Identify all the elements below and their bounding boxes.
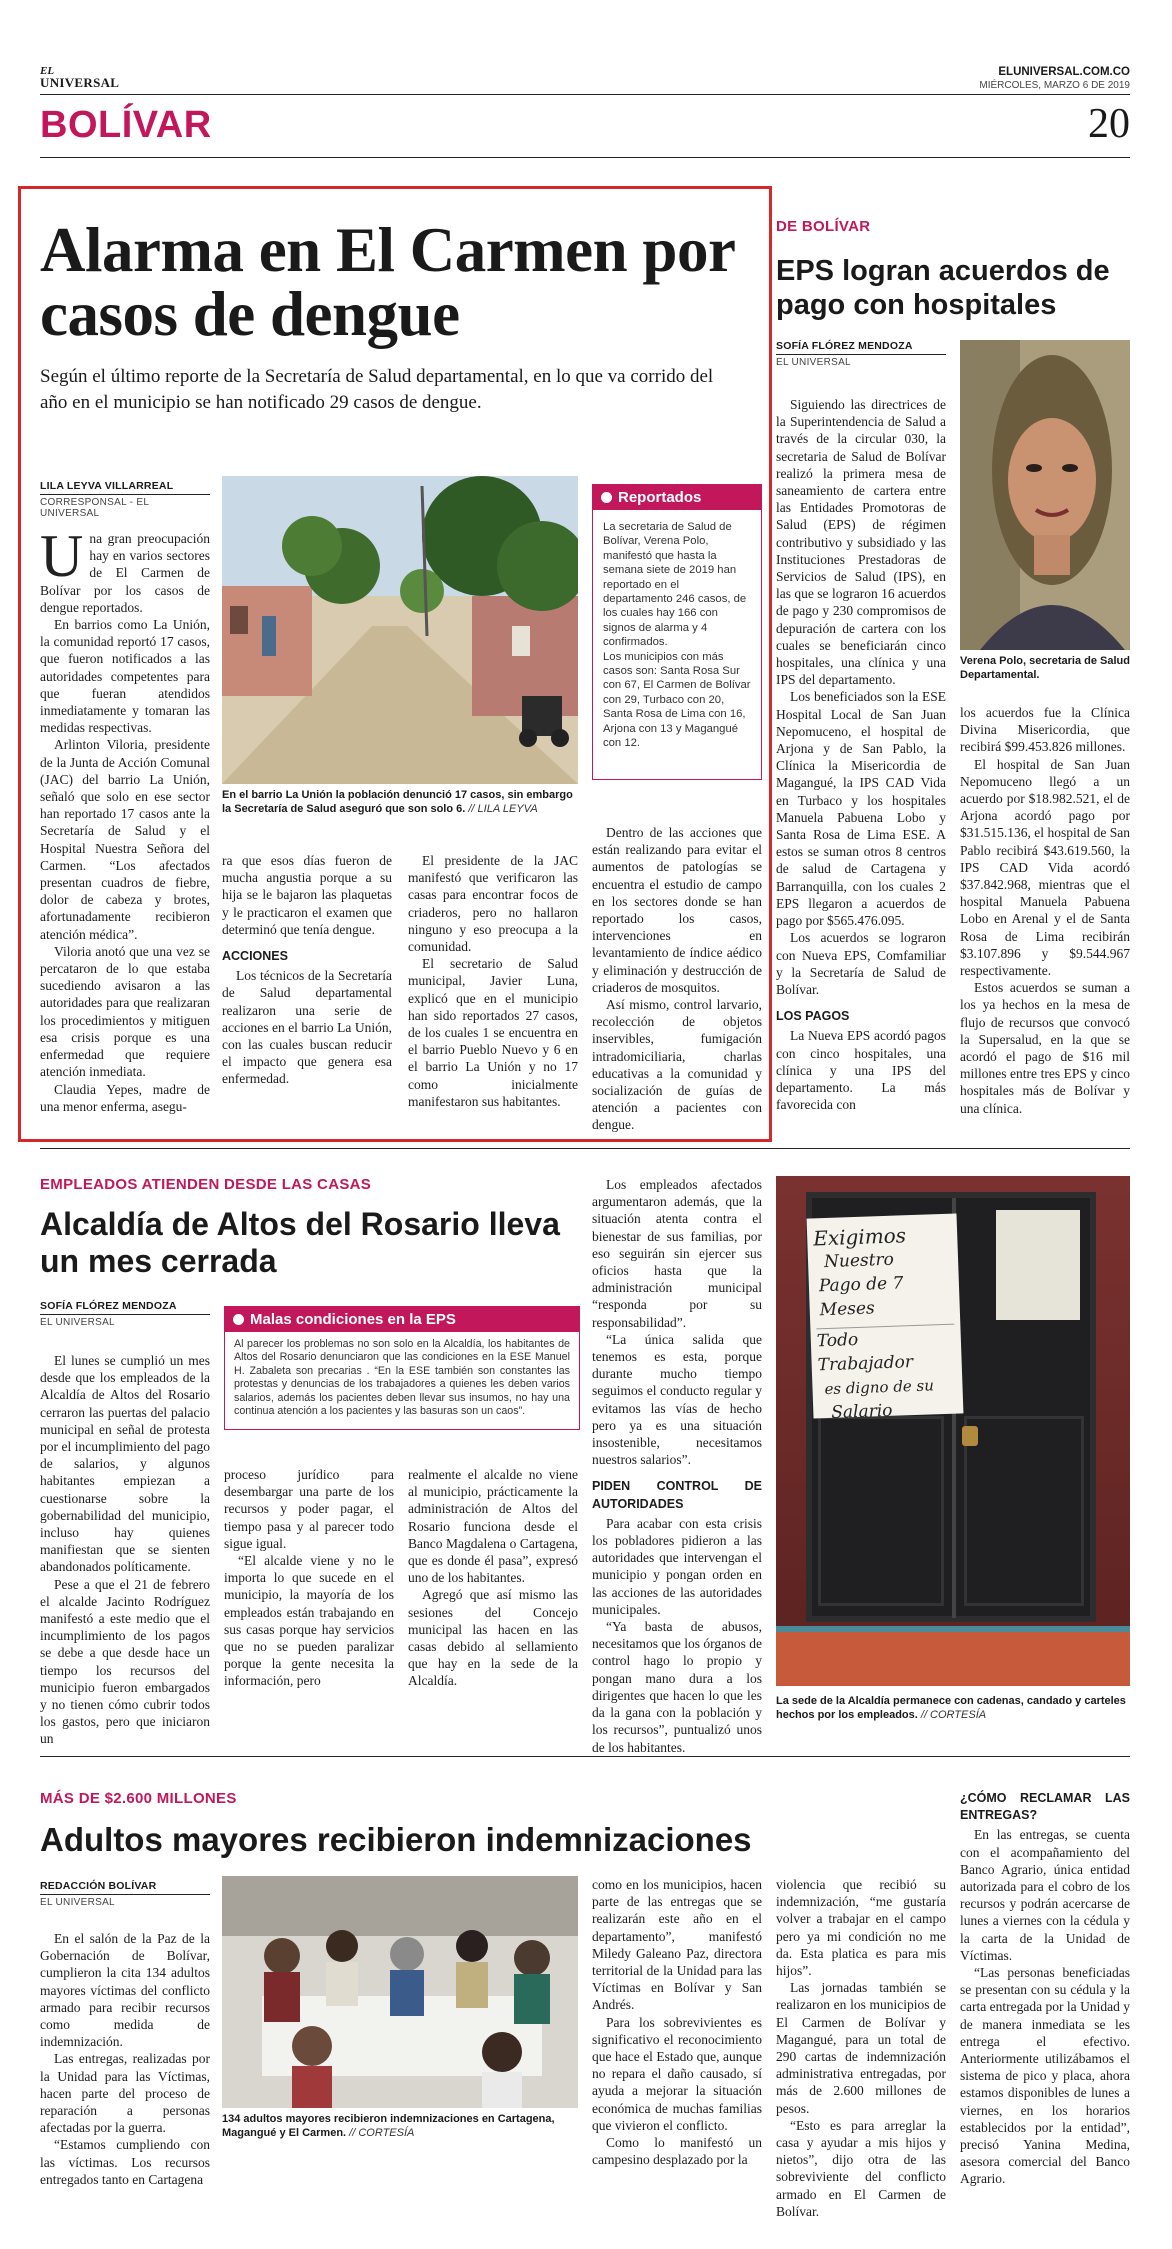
section-divider-1 [40,1148,1130,1149]
street-photo-caption: En el barrio La Unión la población denunció 17 casos, sin embargo la Secretaría de Salud aseguró que son solo 6. // LILA LEYVA [222,789,573,815]
bullet-icon [233,1314,244,1325]
article-dengue-title: Alarma en El Carmen por casos de dengue [40,215,735,349]
article-eps-col1: Siguiendo las directrices de la Superintendencia de Salud a través de la circular 030, la secretaria de Salud de Bolívar realizó la primera mesa de saneamiento de cartera entre las Entidades Promotoras de Salud (EPS) de régimen contributivo y subsidiado y las Instituciones Prestadoras de Servicios de Salud (IPS), en las que se lograron 16 acuerdos de pago y 230 compromisos de depuración de cartera con los cuales se beneficiarán cinco hospitales, una clínica y una IPS del departamento. Los beneficiados son la ESE Hospital Local de San Juan Nepomuceno, el hospital de Arjona y de San Pablo, la Clínica la Misericordia de Magangué, la IPS CAD Vida en Turbaco y los hospitales Manuela Pabuena Lobo y Santa Rosa de Lima ESE. A estos se suman otros 8 centros de salud de Cartagena y Barranquilla, con los cuales 2 EPS llegaron a acuerdos de pago por $565.476.095. Los acuerdos se lograron con Nueva EPS, Comfamiliar y la Secretaría de Salud de Bolívar. LOS PAGOS La Nueva EPS acordó pagos con cinco hospitales, una clínica y una IPS del departamento. La más favorecida con [776,397,946,1113]
article-eps-byline: SOFÍA FLÓREZ MENDOZA EL UNIVERSAL [776,340,946,368]
article-dengue-byline [40,480,210,519]
article-altos-col1: El lunes se cumplió un mes desde que los empleados de la Alcaldía de Altos del Rosario cerraron las puertas del palacio municipal en señal de protesta por el incumplimiento del pago de salarios, y algunos habitantes empiezan a cuestionarse sobre la gobernabilidad del municipio, incluso hay quienes manifiestan que se sienten abandonados políticamente. Pese a que el 21 de febrero el alcalde Jacinto Rodríguez manifestó a este medio que el incumplimiento de los pagos se debe a que desde hace un tiempo los recursos del municipio fueron embargados y no tienen cómo cubrir todos los gastos, pero que iniciaron un [40,1353,210,1747]
padlock-icon [962,1426,978,1446]
article-altos-title: Alcaldía de Altos del Rosario lleva un mes cerrada [40,1206,560,1279]
masthead [40,64,1130,154]
article-adultos-byline: REDACCIÓN BOLÍVAR EL UNIVERSAL [40,1880,210,1908]
alcaldia-door-photo [776,1176,1130,1686]
page-number: 20 [1088,101,1130,147]
article-eps-col2: los acuerdos fue la Clínica Divina Misericordia, que recibirá $99.453.826 millones. El hospital de San Juan Nepomuceno llegó a un acuerdo por $18.982.521, el de Arjona acordó pago por $31.515.136, el hospital de San Pablo recibirá $43.619.560, la IPS CAD Vida acordó $37.842.968, mientras que el hospital Manuela Pabuena Lobo en Arenal y el de Santa Rosa de Lima recibirán $3.107.896 y $9.544.967 respectivamente. Estos acuerdos se suman a los ya hechos en la mesa de flujo de recursos que convocó la Supersalud, en la que se acordó el pago de $16 mil millones entre tres EPS y cinco hospitales más de Bolívar y una clínica. [960,705,1130,1116]
article-adultos-col3: violencia que recibió su indemnización, “me gustaría volver a trabajar en el campo pero ya mi condición no me da. Esta platica es para mis hijos”. Las jornadas también se realizaron en los municipios de El Carmen de Bolívar y Magangué, para un total de 290 cartas de indemnización administrativa entregadas, por más de 2.600 millones de pesos. “Esto es para arreglar la casa y ayudar a mis hijos y nietos”, dijo otra de las sobreviviente del conflicto armado en El Carmen de Bolívar. [776,1877,946,2219]
article-altos-col3: realmente el alcalde no viene al municipio, prácticamente la administración de Altos del Rosario funciona desde el Banco Magdalena o Cartagena, que es donde él pasa”, expresó uno de los habitantes. Agregó que así mismo las sesiones del Concejo municipal las hacen en las casas debido al sellamiento que hay en la sede de la Alcaldía. [408,1467,578,1689]
adultos-photo [222,1876,578,2108]
section-title: BOLÍVAR [40,104,212,146]
author-role: CORRESPONSAL - EL UNIVERSAL [40,494,210,519]
article-altos-col2: proceso jurídico para desembargar una parte de los recursos y poder pagar, el tiempo pasa y al parecer todo sigue igual. “El alcalde viene y no le importa lo que sucede en el municipio, la mayoría de los empleados están trabajando en sus casas porque hay servicios que no se pueden paralizar porque la gente necesita la información, pero [224,1467,394,1689]
newspaper-logo: EL UNIVERSAL [40,65,120,90]
article-adultos-title: Adultos mayores recibieron indemnizaciones [40,1821,752,1858]
poster [996,1210,1080,1320]
malas-condiciones-header: Malas condiciones en la EPS [225,1307,579,1332]
article-adultos-kicker: MÁS DE $2.600 MILLONES [40,1790,237,1807]
article-altos-byline: SOFÍA FLÓREZ MENDOZA EL UNIVERSAL [40,1300,210,1328]
site-url: ELUNIVERSAL.COM.CO [998,66,1130,78]
verena-polo-photo [960,340,1130,650]
adultos-photo-caption: 134 adultos mayores recibieron indemnizaciones en Cartagena, Magangué y El Carmen. // CORTESÍA [222,2113,555,2139]
bullet-icon [601,492,612,503]
article-altos-kicker: EMPLEADOS ATIENDEN DESDE LAS CASAS [40,1176,372,1193]
author-name: LILA LEYVA VILLARREAL [40,480,174,492]
malas-condiciones-box: Malas condiciones en la EPS Al parecer los problemas no son solo en la Alcaldía, los habitantes de Altos del Rosario denunciaron que las condiciones en la ESE Manuel H. Zabaleta son precarias . “En la ESE también son constantes las protestas y denuncias de los trabajadores a quienes les deben varios salarios, además los pacientes deben llevar sus insumos, no hay una continua atención a los pacientes y las basuras son un caos”. [224,1306,580,1430]
article-adultos-col1: En el salón de la Paz de la Gobernación de Bolívar, cumplieron la cita 134 adultos mayores víctimas del conflicto armado para recibir recursos como medida de indemnización. Las entregas, realizadas por la Unidad para las Víctimas, hacen parte del proceso de reparación a personas afectadas por la guerra. “Estamos cumpliendo con las víctimas. Los recursos entregados tanto en Cartagena [40,1931,210,2187]
article-dengue-col3: El presidente de la JAC manifestó que verificaron las casas para encontrar focos de criaderos, pero no hallaron ninguno y eso preocupa a la comunidad. El secretario de Salud municipal, Javier Luna, explicó que en el municipio han sido reportados 27 casos, de los cuales 1 se encuentra en el barrio Pueblo Nuevo y 6 en el barrio La Unión y no 17 como inicialmente manifestaron sus habitantes. [408,853,578,1109]
article-dengue-col4: Dentro de las acciones que están realizando para evitar el aumentos de patologías se encuentra el estudio de campo en los sectores donde se han reportado los casos, intervenciones en levantamiento de índice aédico y eliminación y destrucción de criaderos de mosquitos. Así mismo, control larvario, recolección de objetos inservibles, fumigación intradomiciliaria, charlas educativas a la comunidad y socialización de guías de atención a pacientes con dengue. [592,825,762,1133]
street-photo [222,476,578,784]
article-dengue-deck: Según el último reporte de la Secretaría de Salud departamental, en lo que va corrido del año en el municipio se han notificado 29 casos de dengue. [40,366,714,413]
door-photo-caption: La sede de la Alcaldía permanece con cadenas, candado y carteles hechos por los empleados. // CORTESÍA [776,1695,1126,1721]
masthead-bottom-rule [40,157,1130,158]
section-divider-2 [40,1756,1130,1757]
reportados-box-header: Reportados [593,485,761,510]
protest-sign: Exigimos Nuestro Pago de 7 Meses Todo Trabajador es digno de su Salario [807,1213,964,1418]
issue-date: MIÉRCOLES, MARZO 6 DE 2019 [979,80,1130,91]
article-eps-title: EPS logran acuerdos de pago con hospitales [776,255,1110,321]
article-altos-col4: Los empleados afectados argumentaron además, que la situación atenta contra el bienestar de sus familias, por eso seguirán sin ejercer sus oficios hasta que la administración municipal “responda por su responsabilidad”. “La única salida que tenemos es esta, porque durante mucho tiempo seguimos el conducto regular y evitamos las vías de hecho pero ya es una situación insostenible, necesitamos nuestros salarios”. PIDEN CONTROL DE AUTORIDADES Para acabar con esta crisis los pobladores pidieron a las autoridades que intervengan el municipio y pongan orden en las acciones de las autoridades municipales. “Ya basta de abusos, necesitamos que los órganos de control hago lo propio y pongan mano dura a los dirigentes que hacen lo que les da la gana con la población y los recursos”, puntualizó unos de los habitantes. [592,1177,762,1755]
masthead-rule [40,94,1130,95]
reportados-box: Reportados La secretaria de Salud de Bolívar, Verena Polo, manifestó que hasta la semana siete de 2019 han reportado en el departamento 246 casos, de los cuales hay 166 con signos de alarma y 4 confirmados. Los municipios con más casos son: Santa Rosa Sur con 67, El Carmen de Bolívar con 29, Turbaco con 20, Santa Rosa de Lima con 16, Arjona con 13 y Magangué con 12. [592,484,762,780]
article-dengue-col2: ra que esos días fueron de mucha angustia porque a su hija se le bajaron las plaquetas y le practicaron el examen que determinó que tenía dengue. ACCIONES Los técnicos de la Secretaría de Salud departamental realizaron una serie de acciones en el barrio La Unión, con las cuales buscan reducir el impacto que genera esa enfermedad. [222,853,392,1087]
drop-cap: U [40,523,84,589]
article-dengue-col1: Una gran preocupación hay en varios sectores de El Carmen de Bolívar por los casos de dengue reportados. En barrios como La Unión, la comunidad reportó 17 casos, que fueron notificados a las autoridades competentes para que fueran atendidos inmediatamente y tomaran las medidas respectivas. Arlinton Viloria, presidente de la Junta de Acción Comunal (JAC) del barrio La Unión, señaló que solo en ese sector han reportado 17 casos ante la Secretaría de Salud y el Hospital Nuestra Señora del Carmen. “Los afectados presentan cuadros de fiebre, dolor de cabeza y brotes, afortunadamente recibieron atención médica”. Viloria anotó que una vez se percataron de lo que estaba sucediendo avisaron a las autoridades para que realizaran los procedimientos y mitiguen esa crisis porque es una enfermedad que requiere atención inmediata. Claudia Yepes, madre de una menor enferma, asegu- [40,523,210,1114]
article-eps-kicker: DE BOLÍVAR [776,218,871,235]
verena-photo-caption: Verena Polo, secretaria de Salud Departamental. [960,655,1130,681]
article-adultos-col2: como en los municipios, hacen parte de las entregas que se realizarán este año en el departamento”, manifestó Miledy Galeano Paz, directora territorial de la Unidad para las Víctimas en Bolívar y San Andrés. Para los sobrevivientes es significativo el reconocimiento que hace el Estado que, aunque no repara el daño causado, sí ayuda a mejorar la situación económica de muchas familias que vivieron el conflicto. Como lo manifestó un campesino desplazado por la [592,1877,762,2168]
article-adultos-col4: ¿CÓMO RECLAMAR LAS ENTREGAS? En las entregas, se cuenta con el acompañamiento del Banco Agrario, única entidad autorizada para el cobro de los recursos y podrán acercarse de lunes a viernes con la cédula y la carta de la Unidad de Víctimas. “Las personas beneficiadas se presentan con su cédula y la carta entregada por la Unidad y de manera inmediata se les entrega el efectivo. Anteriormente utilizábamos el sistema de pico y placa, ahora estamos disponibles de lunes a viernes, en los horarios establecidos por la entidad”, precisó Yanina Medina, asesora comercial del Banco Agrario. [960,1791,1130,2187]
